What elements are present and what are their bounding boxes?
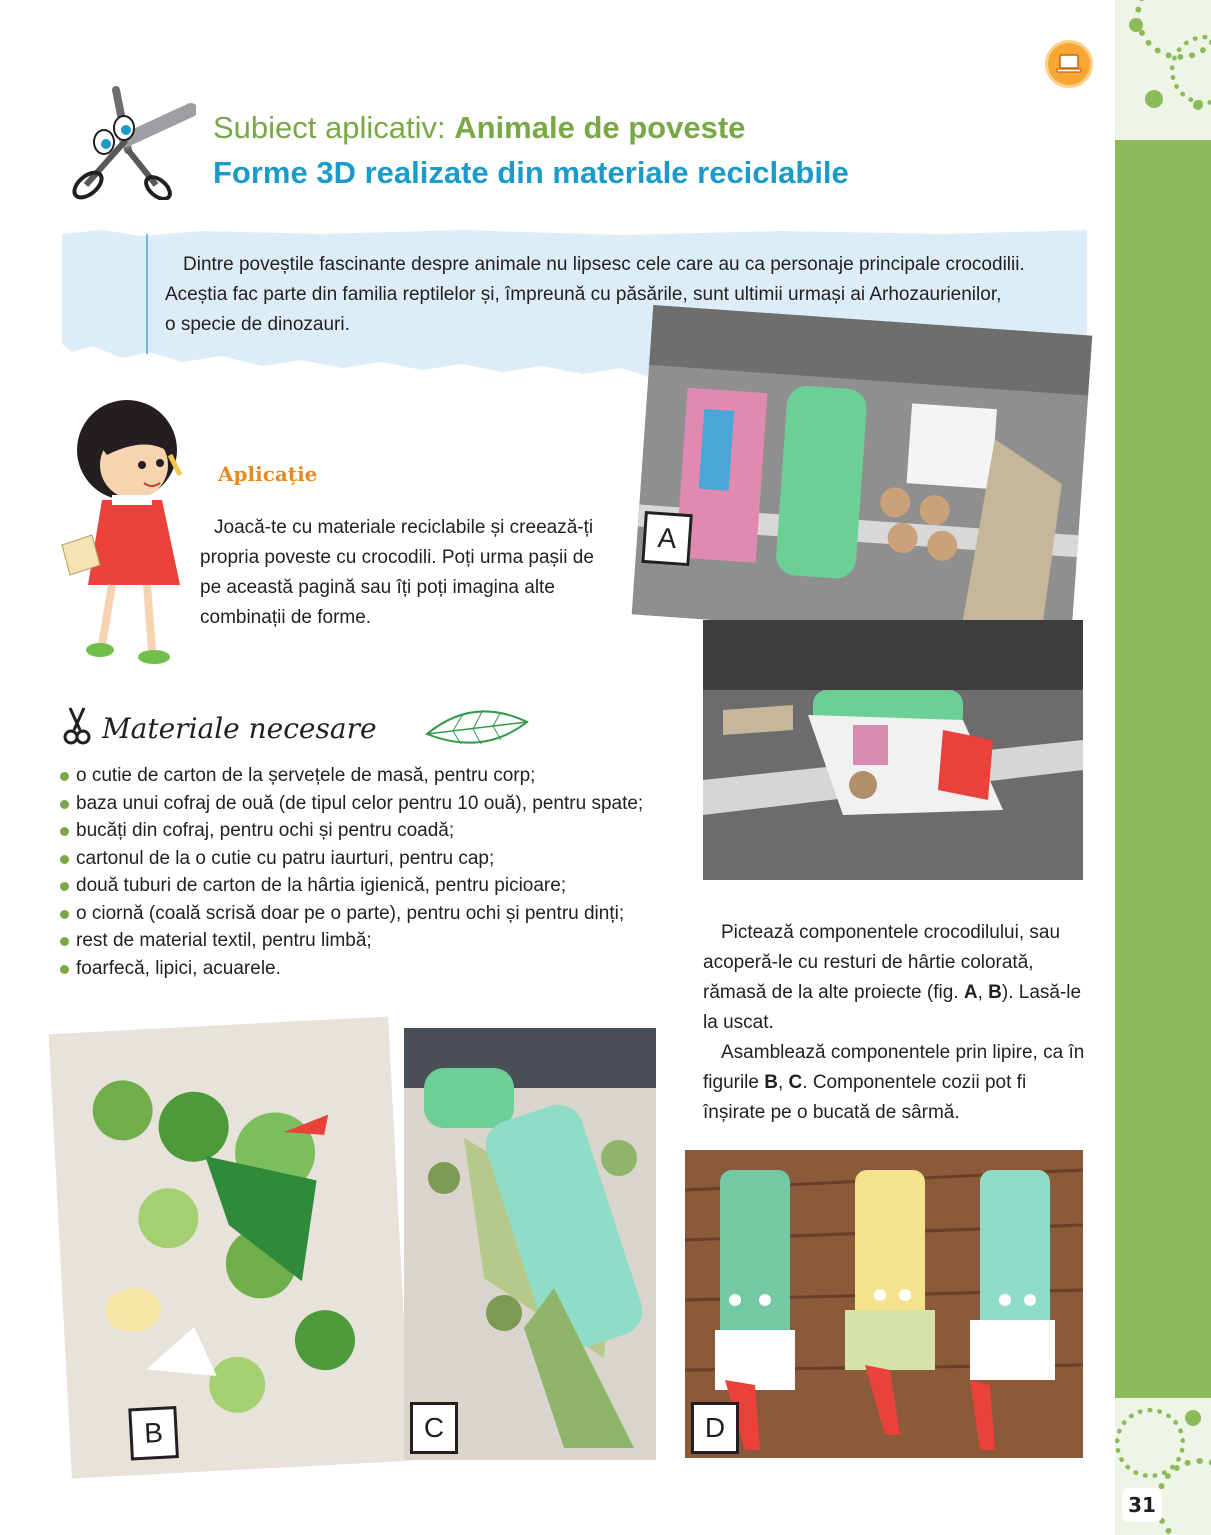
list-item: bucăți din cofraj, pentru ochi și pentru coadă; <box>58 817 678 845</box>
list-item: o cutie de carton de la șervețele de masă, pentru corp; <box>58 762 678 790</box>
figure-label-c: C <box>410 1402 458 1454</box>
application-heading: Aplicație <box>218 462 318 486</box>
figure-label-b: B <box>128 1406 179 1460</box>
instructions-text <box>703 918 1093 1128</box>
list-item: rest de material textil, pentru limbă; <box>58 927 678 955</box>
materials-list <box>58 762 678 982</box>
photo-figure-a <box>632 305 1093 645</box>
list-item: cartonul de la o cutie cu patru iaurturi, pentru cap; <box>58 845 678 873</box>
figure-label-d: D <box>691 1402 739 1454</box>
list-item: foarfecă, lipici, acuarele. <box>58 955 678 983</box>
list-item: baza unui cofraj de ouă (de tipul celor pentru 10 ouă), pentru spate; <box>58 790 678 818</box>
figure-label-a: A <box>641 511 693 566</box>
list-item: o ciornă (coală scrisă doar pe o parte), pentru ochi și pentru dinți; <box>58 900 678 928</box>
photo-figure-c <box>404 1028 656 1460</box>
lesson-subject-title: Subiect aplicativ: Animale de poveste <box>213 110 746 145</box>
intro-text: Dintre poveștile fascinante despre animale nu lipsesc cele care au ca personaje principale crocodilii. Aceștia fac parte din familia reptilelor și, împreună cu păsările, sunt ultimii urmași ai Arhozaurienilor, o specie de dinozauri. <box>165 254 1025 335</box>
list-item: două tuburi de carton de la hârtia igienică, pentru picioare; <box>58 872 678 900</box>
scissors-icon <box>62 706 92 751</box>
application-text: Joacă-te cu materiale reciclabile și creează-ți propria poveste cu crocodili. Poți urma pașii de pe această pagină sau îți poți imagina alte combinații de forme. <box>200 517 594 628</box>
laptop-icon <box>1045 40 1093 88</box>
page-number: 31 <box>1122 1488 1162 1522</box>
instruction-paragraph-1: Pictează componentele crocodilului, sau acoperă-le cu resturi de hârtie colorată, rămasă de la alte proiecte (fig. A, B). Lasă-le la uscat. <box>703 922 1082 1033</box>
materials-heading-row <box>62 706 533 750</box>
leaf-icon <box>423 704 533 753</box>
instruction-paragraph-2: Asamblează componentele prin lipire, ca în figurile B, C. Componentele cozii pot fi înșirate pe o bucată de sârmă. <box>703 1042 1085 1123</box>
photo-assembled-crocodile <box>703 620 1083 880</box>
photo-figure-b <box>49 1016 412 1478</box>
decorative-strip-top <box>1115 0 1211 140</box>
lesson-main-title: Forme 3D realizate din materiale reciclabile <box>213 155 849 190</box>
scissors-mascot-icon <box>66 80 196 200</box>
decorative-strip-green <box>1115 140 1211 1398</box>
girl-illustration <box>52 395 202 665</box>
materials-heading: Materiale necesare <box>102 711 377 745</box>
photo-figure-d <box>685 1150 1083 1458</box>
